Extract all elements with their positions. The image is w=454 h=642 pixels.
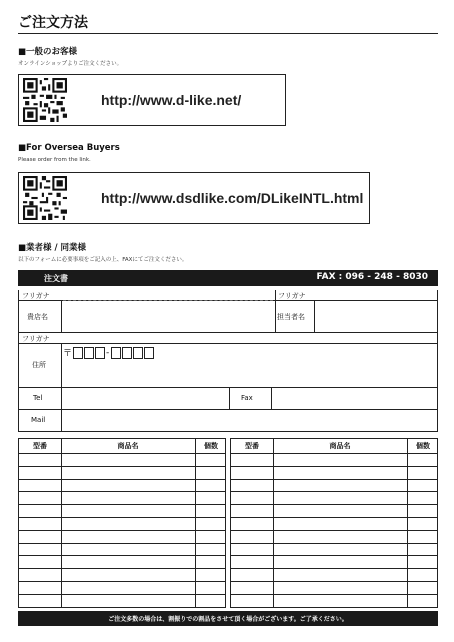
product-table-left — [18, 438, 226, 608]
overseas-subtext: Please order from the link. — [18, 157, 91, 163]
table-row[interactable] — [19, 466, 225, 480]
divider — [19, 387, 437, 388]
divider — [19, 409, 437, 410]
postal-digit-box — [122, 347, 132, 359]
table-row[interactable] — [231, 581, 437, 595]
divider — [61, 300, 62, 332]
order-form-title: 注文書 — [44, 274, 68, 283]
general-subtext: オンラインショップよりご注文ください。 — [18, 61, 123, 67]
mail-field[interactable] — [63, 411, 433, 430]
overseas-heading: ■For Oversea Buyers — [18, 143, 120, 153]
table-row[interactable] — [231, 504, 437, 518]
postal-digit-box — [111, 347, 121, 359]
postal-digit-box — [73, 347, 83, 359]
furigana-label: フリガナ — [22, 335, 50, 343]
shop-name-field[interactable] — [63, 302, 273, 330]
fax-number: FAX : 096 - 248 - 8030 — [316, 272, 428, 282]
table-row[interactable] — [19, 555, 225, 569]
col-qty-header: 個数 — [204, 442, 218, 450]
table-row[interactable] — [19, 517, 225, 531]
shop-name-label: 貴店名 — [27, 313, 48, 321]
fax-label: Fax — [241, 394, 253, 402]
overseas-url-link[interactable]: http://www.dsdlike.com/DLikeINTL.html — [101, 190, 364, 206]
furigana-guide — [63, 300, 273, 301]
trade-subtext: 以下のフォームに必要事項をご記入の上、FAXにてご注文ください。 — [18, 257, 188, 263]
table-row[interactable] — [19, 594, 225, 608]
order-form — [18, 290, 438, 432]
col-name-header: 商品名 — [329, 442, 351, 450]
table-row[interactable] — [231, 491, 437, 505]
furigana-label: フリガナ — [22, 292, 50, 300]
table-row[interactable] — [19, 543, 225, 557]
trade-heading: ■業者様 / 同業様 — [18, 243, 87, 253]
table-row[interactable] — [19, 453, 225, 467]
tel-field[interactable] — [63, 389, 227, 407]
general-heading: ■一般のお客様 — [18, 47, 78, 57]
table-row[interactable] — [231, 594, 437, 608]
address-field[interactable] — [63, 364, 433, 386]
furigana-label: フリガナ — [278, 292, 306, 300]
divider — [229, 387, 230, 409]
table-row[interactable] — [231, 517, 437, 531]
col-model-header: 型番 — [33, 442, 47, 450]
divider — [314, 300, 315, 332]
general-link-box[interactable] — [18, 74, 286, 126]
fax-field[interactable] — [273, 389, 433, 407]
table-row[interactable] — [231, 555, 437, 569]
title-divider — [18, 33, 438, 34]
footer-note: ご注文多数の場合は、割振りでの割品をさせて頂く場合がございます。ご了承ください。 — [18, 611, 438, 626]
table-row[interactable] — [19, 568, 225, 582]
col-model-header: 型番 — [245, 442, 259, 450]
divider — [61, 343, 62, 432]
postal-code-boxes — [63, 346, 154, 359]
table-row[interactable] — [19, 491, 225, 505]
postal-digit-box — [95, 347, 105, 359]
col-name-header: 商品名 — [117, 442, 139, 450]
table-row[interactable] — [19, 504, 225, 518]
table-row[interactable] — [231, 543, 437, 557]
col-qty-header: 個数 — [416, 442, 430, 450]
table-row[interactable] — [19, 479, 225, 493]
general-url-link[interactable]: http://www.d-like.net/ — [101, 92, 242, 108]
table-row[interactable] — [19, 530, 225, 544]
table-row[interactable] — [231, 453, 437, 467]
table-row[interactable] — [231, 530, 437, 544]
postal-mark: 〒 — [63, 349, 73, 359]
tel-label: Tel — [33, 394, 43, 402]
overseas-link-box[interactable] — [18, 172, 370, 224]
person-field[interactable] — [316, 302, 436, 330]
mail-label: Mail — [31, 416, 46, 424]
postal-code-field[interactable] — [63, 346, 154, 362]
postal-digit-box — [144, 347, 154, 359]
page-title: ご注文方法 — [18, 15, 88, 31]
table-row[interactable] — [231, 479, 437, 493]
divider — [275, 290, 276, 332]
qr-code-icon — [23, 176, 67, 220]
table-row[interactable] — [19, 581, 225, 595]
order-form-header — [18, 270, 438, 286]
qr-code-icon — [23, 78, 67, 122]
product-table-right — [230, 438, 438, 608]
divider — [271, 387, 272, 409]
address-label: 住所 — [32, 361, 46, 369]
table-row[interactable] — [231, 466, 437, 480]
postal-dash: - — [106, 347, 110, 358]
divider — [19, 343, 437, 344]
person-label: 担当者名 — [277, 313, 305, 321]
postal-digit-box — [84, 347, 94, 359]
table-row[interactable] — [231, 568, 437, 582]
postal-digit-box — [133, 347, 143, 359]
divider — [19, 332, 437, 333]
